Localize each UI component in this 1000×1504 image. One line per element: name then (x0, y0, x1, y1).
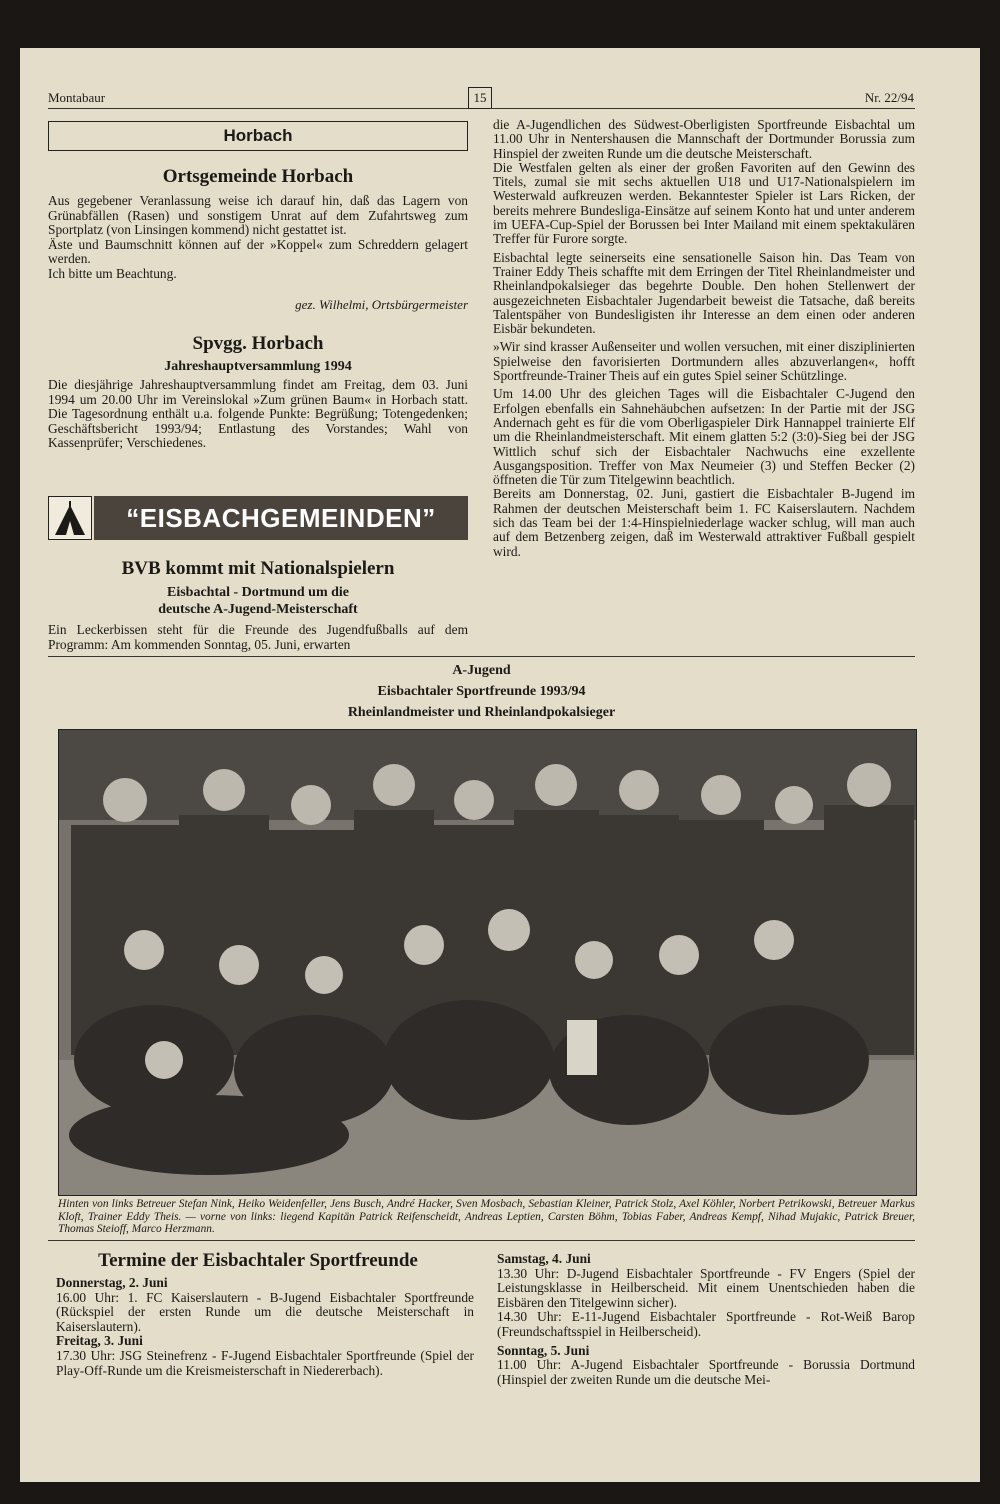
photo-caption: Hinten von links Betreuer Stefan Nink, Heiko Weidenfeller, Jens Busch, André Hacker, Sven Mosbach, Sebastian Kleiner, Patrick Stolz, Axel Köhler, Norbert Petrikowski, Betreuer Markus Kloft, Trainer Eddy Theis. — vorne von links: liegend Kapitän Patrick Reifenscheidt, Andreas Leptien, Carsten Böhm, Tobias Faber, Andreas Kempf, Nihad Mujakic, Patrick Breuer, Thomas Steioff, Marco Herzmann. (58, 1198, 915, 1236)
header-rule-left (48, 108, 468, 109)
section-title-horbach: Horbach (48, 121, 468, 151)
termine-entry: 14.30 Uhr: E-11-Jugend Eisbachtaler Sportfreunde - Rot-Weiß Barop (Freundschaftsspiel in Heilberscheid). (497, 1309, 915, 1339)
bvb-paragraph: Die Westfalen gelten als einer der großen Favoriten auf den Gewinn des Titels, zumal sie mit sechs aktuellen U18 und U17-Nationalspielern im Westerwald aufkreuzen werden. Bekanntester Spieler ist Lars Ricken, der bereits mehrere Bundesliga-Einsätze auf seinem Konto hat und unter anderem im UEFA-Cup-Spiel der Borussen bei Inter Mailand mit einem spektakulären Treffer für Furore sorgte. (493, 159, 915, 247)
termine-right-column (497, 1252, 915, 1387)
subheading-bvb-2: deutsche A-Jugend-Meisterschaft (158, 602, 358, 617)
ortsgemeinde-paragraph: Äste und Baumschnitt können auf der »Koppel« zum Schreddern gelagert werden. (48, 236, 468, 267)
heading-bvb: BVB kommt mit Nationalspielern (121, 558, 395, 579)
heading-spvgg: Spvgg. Horbach (192, 333, 324, 354)
photo-title-3: Rheinlandmeister und Rheinlandpokalsieger (347, 705, 616, 720)
bvb-paragraph: Eisbachtal legte seinerseits eine sensationelle Saison hin. Das Team von Trainer Eddy Theis schaffte mit dem Erringen der Titel Rheinlandmeister und Rheinlandpokalsieger das begehrte Double. Den hohen Stellenwert der ausgezeichneten Eisbachtaler Jugendarbeit beweist die Tatsache, daß bereits Talentspäher von Bundesligisten ihr Interesse an dem einen oder anderen Eisbär bekundeten. (493, 249, 915, 337)
termine-entry: 13.30 Uhr: D-Jugend Eisbachtaler Sportfreunde - FV Engers (Spiel der Leistungsklasse in Heilberscheid. Mit einem Unentschieden haben die Eisbären den Titelgewinn sicher). (497, 1265, 915, 1310)
heading-termine: Termine der Eisbachtaler Sportfreunde (98, 1250, 418, 1271)
signature-line: gez. Wilhelmi, Ortsbürgermeister (295, 297, 468, 312)
team-photo-image (59, 730, 916, 1195)
termine-entry: 16.00 Uhr: 1. FC Kaiserslautern - B-Jugend Eisbachtaler Sportfreunde (Rückspiel der ersten Runde um die deutsche Meisterschaft in Kaiserslautern). (56, 1289, 474, 1334)
bvb-paragraph: Bereits am Donnerstag, 02. Juni, gastiert die Eisbachtaler B-Jugend im Rahmen der deutschen Meisterschaft beim 1. FC Kaiserslautern. Nachdem sich das Team bei der 1:4-Hinspielniederlage wacker schlug, will man auch auf dem Betzenberg zeigen, daß im Westerwald attraktiver Fußball gespielt wird. (493, 486, 915, 559)
article-ortsgemeinde (48, 194, 468, 282)
termine-day: Donnerstag, 2. Juni (56, 1275, 168, 1290)
termine-day: Samstag, 4. Juni (497, 1251, 591, 1266)
photo-title-1: A-Jugend (452, 663, 511, 678)
heading-ortsgemeinde: Ortsgemeinde Horbach (162, 166, 354, 187)
termine-rule (48, 1240, 915, 1241)
subheading-bvb-1: Eisbachtal - Dortmund um die (166, 585, 350, 600)
bvb-paragraph: »Wir sind krasser Außenseiter und wollen versuchen, mit einer disziplinierten Spielweise den favorisierten Dortmundern alles abzuverlangen«, hofft Sportfreunde-Trainer Theis auf ein gutes Spiel seiner Schützlinge. (493, 339, 915, 384)
page-number: 15 (468, 87, 492, 109)
banner-title: “EISBACHGEMEINDEN” (94, 496, 468, 540)
photo-title-2: Eisbachtaler Sportfreunde 1993/94 (377, 684, 586, 699)
article-bvb-continued (493, 118, 915, 559)
trophy-shape (567, 1020, 597, 1075)
ortsgemeinde-paragraph: Ich bitte um Beachtung. (48, 265, 177, 281)
section-banner (48, 496, 468, 540)
article-spvgg: Die diesjährige Jahreshauptversammlung findet am Freitag, dem 03. Juni 1994 um 20.00 Uhr im Vereinslokal »Zum grünen Baum« in Horbach statt. Die Tagesordnung enthält u.a. folgende Punkte: Begrüßung; Totengedenken; Geschäftsbericht 1993/94; Entlastung des Vorstandes; Wahl von Kassenprüfer; Verschiedenes. (48, 377, 468, 451)
article-bvb-intro: Ein Leckerbissen steht für die Freunde des Jugendfußballs auf dem Programm: Am kommenden Sonntag, 05. Juni, erwarten (48, 622, 468, 652)
header-location: Montabaur (48, 90, 106, 105)
subheading-jahreshauptversammlung: Jahreshauptversammlung 1994 (164, 359, 352, 374)
termine-entry: 17.30 Uhr: JSG Steinefrenz - F-Jugend Eisbachtaler Sportfreunde (Spiel der Play-Off-Runde um die Kreismeisterschaft in Niedererbach). (56, 1347, 474, 1378)
termine-left-column (56, 1276, 474, 1378)
photo-section-rule (48, 656, 915, 657)
termine-day: Sonntag, 5. Juni (497, 1342, 590, 1358)
header-rule-right (490, 108, 915, 109)
termine-entry: 11.00 Uhr: A-Jugend Eisbachtaler Sportfreunde - Borussia Dortmund (Hinspiel der zweiten Runde um die deutsche Mei- (497, 1357, 915, 1387)
team-photo (58, 729, 917, 1196)
eisbachgemeinden-logo (48, 496, 92, 540)
mountain-icon (49, 497, 91, 539)
bvb-paragraph: Um 14.00 Uhr des gleichen Tages will die Eisbachtaler C-Jugend den Erfolgen ebenfalls ein Sahnehäubchen aufsetzen: In der Partie mit der JSG Andernach geht es für die vom Oberligaspieler Dirk Hannappel trainierte Elf um die Rheinlandmeisterschaft. Mit einem glatten 5:2 (3:0)-Sieg bei der JSG Wittlich schuf sich der Eisbachtaler Nachwuchs eine exzellente Ausgangsposition. Treffer von Max Neumeier (3) und Steffen Becker (2) öffneten die Tür zum Titelgewinn beachtlich. (493, 386, 915, 488)
ortsgemeinde-paragraph: Aus gegebener Veranlassung weise ich darauf hin, daß das Lagern von Grünabfällen (Rasen) und sonstigem Unrat auf dem Zufahrtsweg zum Sportplatz (von Linsingen kommend) nicht gestattet ist. (48, 193, 468, 238)
issue-number: Nr. 22/94 (864, 90, 914, 105)
termine-day: Freitag, 3. Juni (56, 1333, 143, 1349)
bvb-paragraph: die A-Jugendlichen des Südwest-Oberligisten Sportfreunde Eisbachtal um 11.00 Uhr in Nentershausen die Mannschaft der Dortmunder Borussia zum Hinspiel der zweiten Runde um die deutsche Meisterschaft. (493, 117, 915, 161)
